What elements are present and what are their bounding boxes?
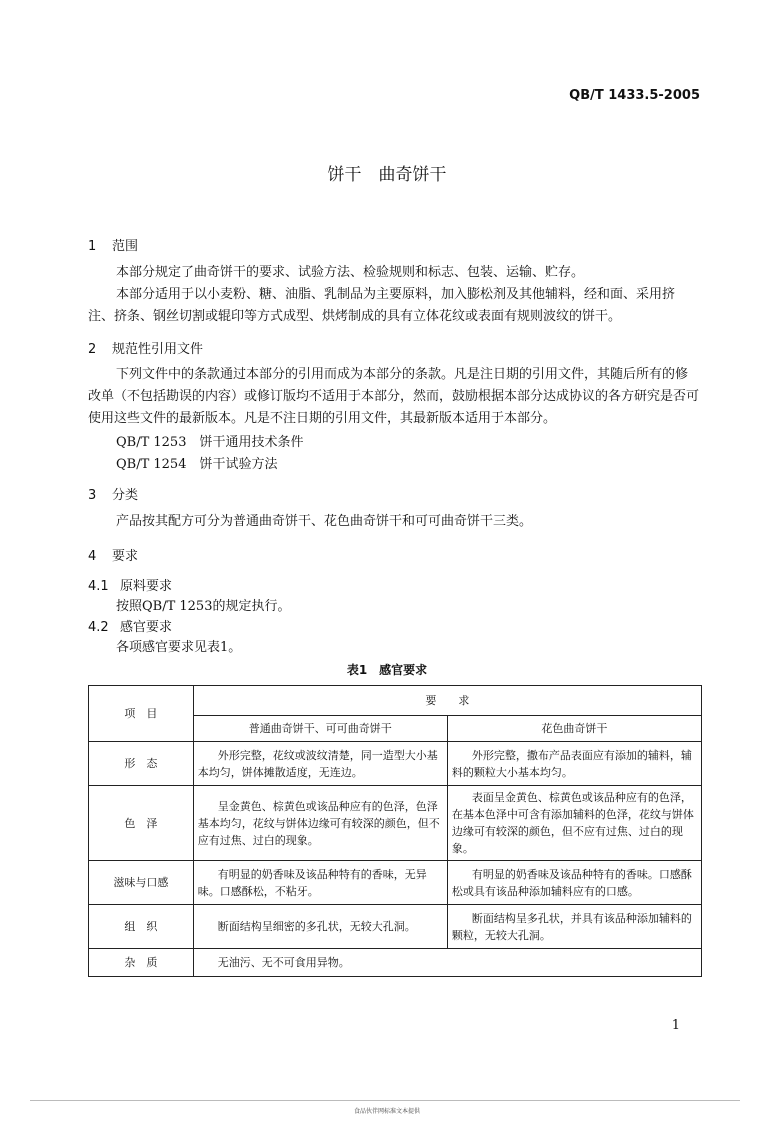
section-title: 范围: [112, 239, 139, 254]
section-1-paragraph-2: 本部分适用于以小麦粉、糖、油脂、乳制品为主要原料，加入膨松剂及其他辅料，经和面、采用挤注、挤条、钢丝切割或辊印等方式成型、烘烤制成的具有立体花纹或表面有规则波纹的饼干。: [88, 287, 676, 324]
cell-fancy: 外形完整，撒布产品表面应有添加的辅料，辅料的颗粒大小基本均匀。: [447, 742, 701, 786]
header-plain-cookie: 普通曲奇饼干、可可曲奇饼干: [193, 716, 447, 742]
section-number: 3: [88, 488, 97, 503]
page-number: 1: [671, 1018, 680, 1033]
section-2-paragraph: 下列文件中的条款通过本部分的引用而成为本部分的条款。凡是注日期的引用文件，其随后所有的修改单（不包括勘误的内容）或修订版均不适用于本部分，然而，鼓励根据本部分达成协议的各方研究是否可使用这些文件的最新版本。凡是不注日期的引用文件，其最新版本适用于本部分。: [88, 367, 700, 426]
section-2-heading: [88, 338, 203, 357]
reference-qbt-1254: QB/T 1254 饼干试验方法: [116, 457, 278, 472]
cell-plain: 断面结构呈细密的多孔状，无较大孔洞。: [193, 905, 447, 949]
footer-rule: [30, 1100, 740, 1101]
section-4-2-text: 各项感官要求见表1。: [116, 640, 242, 655]
cell-plain: 外形完整，花纹或波纹清楚，同一造型大小基本均匀，饼体摊散适度，无连边。: [193, 742, 447, 786]
row-item: 杂 质: [89, 949, 194, 977]
footer-text: 食品伙伴网标准文本提供: [353, 1108, 420, 1115]
section-title: 要求: [112, 549, 139, 564]
table-caption: 表1 感官要求: [346, 663, 428, 677]
row-item: 形 态: [89, 742, 194, 786]
section-1-heading: [88, 235, 138, 254]
header-requirements: 要 求: [193, 686, 701, 716]
table-row: [89, 905, 702, 949]
row-item: 色 泽: [89, 786, 194, 861]
section-4-1-heading: [88, 575, 172, 594]
standard-number: QB/T 1433.5-2005: [569, 88, 700, 103]
reference-qbt-1253: QB/T 1253 饼干通用技术条件: [116, 435, 304, 450]
section-title: 规范性引用文件: [112, 342, 204, 357]
cell-merged: 无油污、无不可食用异物。: [193, 949, 701, 977]
header-item: 项 目: [89, 686, 194, 742]
cell-plain: 有明显的奶香味及该品种特有的香味，无异味。口感酥松，不粘牙。: [193, 861, 447, 905]
cell-fancy: 有明显的奶香味及该品种特有的香味。口感酥松或具有该品种添加辅料应有的口感。: [447, 861, 701, 905]
table-header-row: [89, 686, 702, 716]
cell-plain: 呈金黄色、棕黄色或该品种应有的色泽，色泽基本均匀，花纹与饼体边缘可有较深的颜色，但不应有过焦、过白的现象。: [193, 786, 447, 861]
cell-fancy: 表面呈金黄色、棕黄色或该品种应有的色泽，在基本色泽中可含有添加辅料的色泽，花纹与饼体边缘可有较深的颜色，但不应有过焦、过白的现象。: [447, 786, 701, 861]
table-row: [89, 786, 702, 861]
section-title: 原料要求: [120, 579, 173, 594]
sensory-requirements-table: [88, 685, 702, 977]
section-3-paragraph: 产品按其配方可分为普通曲奇饼干、花色曲奇饼干和可可曲奇饼干三类。: [116, 514, 533, 529]
table-row: [89, 949, 702, 977]
section-4-heading: [88, 545, 138, 564]
row-item: 滋味与口感: [89, 861, 194, 905]
section-title: 分类: [112, 488, 139, 503]
table-row: [89, 861, 702, 905]
table-row: [89, 742, 702, 786]
section-3-heading: [88, 484, 138, 503]
section-number: 4: [88, 549, 97, 564]
document-title: 饼干 曲奇饼干: [327, 165, 447, 185]
section-number: 2: [88, 342, 97, 357]
row-item: 组 织: [89, 905, 194, 949]
section-title: 感官要求: [120, 620, 173, 635]
header-fancy-cookie: 花色曲奇饼干: [447, 716, 701, 742]
section-1-paragraph-1: 本部分规定了曲奇饼干的要求、试验方法、检验规则和标志、包装、运输、贮存。: [116, 265, 585, 280]
section-number: 4.2: [88, 620, 109, 635]
section-number: 4.1: [88, 579, 109, 594]
section-4-1-text: 按照QB/T 1253的规定执行。: [116, 599, 291, 614]
section-4-2-heading: [88, 616, 172, 635]
cell-fancy: 断面结构呈多孔状，并具有该品种添加辅料的颗粒，无较大孔洞。: [447, 905, 701, 949]
section-number: 1: [88, 239, 97, 254]
